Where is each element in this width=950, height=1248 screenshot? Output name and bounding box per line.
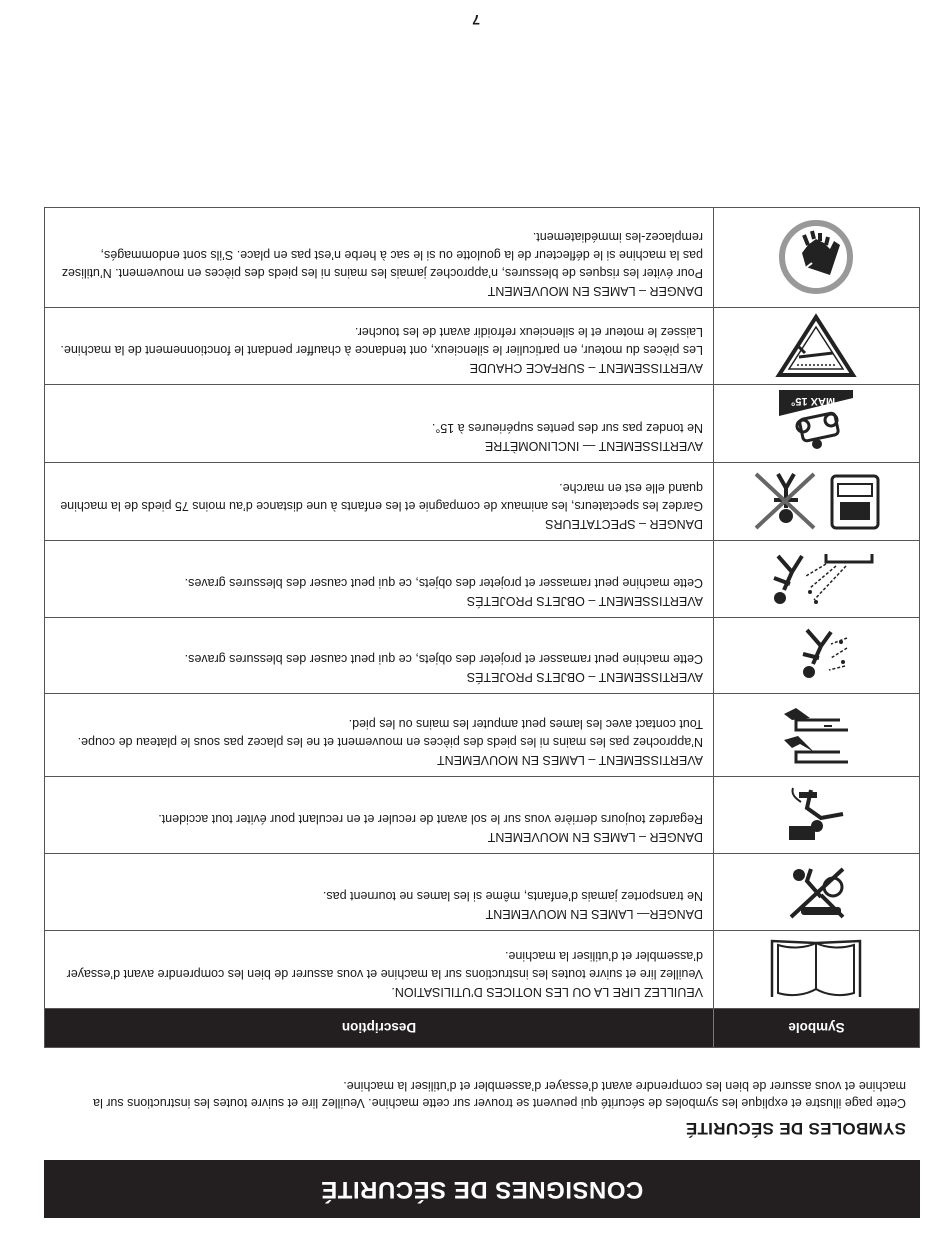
row-title: VEUILLEZ LIRE LA OU LES NOTICES D’UTILISATION. xyxy=(391,985,703,999)
hand-cut-icon xyxy=(713,208,919,307)
slope-max-icon xyxy=(713,385,919,462)
table-row xyxy=(45,385,919,463)
row-title: AVERTISSEMENT — INCLINOMÈTRE xyxy=(484,439,703,453)
thrown-objects-icon xyxy=(713,618,919,693)
hot-surface-icon xyxy=(713,308,919,384)
thrown-objects-mower-icon xyxy=(713,541,919,617)
table-row xyxy=(45,931,919,1009)
no-children-riding-icon xyxy=(713,854,919,930)
row-text: Les pièces du moteur, en particulier le silencieux, ont tendance à chauffer pendant le fonctionnement de la machine. Laissez le moteur et le silencieux refroidir avant de les toucher. xyxy=(60,325,703,357)
table-row xyxy=(45,541,919,618)
table-row xyxy=(45,694,919,777)
safety-banner xyxy=(44,1160,920,1218)
row-text: Cette machine peut ramasser et projeter des objets, ce qui peut causer des blessures graves. xyxy=(184,652,703,666)
table-row xyxy=(45,463,919,541)
row-title: DANGER – LAMES EN MOUVEMENT xyxy=(487,284,703,298)
row-title: AVERTISSEMENT – SURFACE CHAUDE xyxy=(469,361,703,375)
safety-symbols-table xyxy=(44,207,920,1048)
slope-label: MAX 15° xyxy=(791,395,836,408)
row-text: Veuillez lire et suivre toutes les instructions sur la machine et vous assurer de bien les comprendre avant d’essayer d’assembler et d’utiliser la machine. xyxy=(66,949,703,981)
table-row xyxy=(45,208,919,308)
header-description: Description xyxy=(341,1020,417,1036)
row-text: Regardez toujours derrière vous sur le sol avant de reculer et en reculant pour éviter tout accident. xyxy=(158,812,703,826)
look-behind-reversing-icon xyxy=(713,777,919,853)
blade-hand-foot-icon xyxy=(713,694,919,776)
row-title: DANGER— LAMES EN MOUVEMENT xyxy=(485,907,703,921)
banner-title: CONSIGNES DE SÉCURITÉ xyxy=(320,1176,644,1203)
table-row xyxy=(45,618,919,694)
row-title: AVERTISSEMENT – LAMES EN MOUVEMENT xyxy=(436,753,703,767)
row-text: Pour éviter les risques de blessures, n’approchez jamais les mains ni les pieds des pièces en mouvement. N’utilisez pas la machine si le déflecteur de la goulotte ou si le sac à herbe n’est pas en place. S’ils sont endommagés, remplacez-les immédiatement. xyxy=(61,230,703,280)
row-text: Ne transportez jamais d’enfants, même si les lames ne tournent pas. xyxy=(322,889,703,903)
table-row xyxy=(45,777,919,854)
header-symbol: Symbole xyxy=(713,1009,919,1047)
table-row xyxy=(45,308,919,385)
row-title: DANGER – LAMES EN MOUVEMENT xyxy=(487,830,703,844)
manual-icon xyxy=(713,931,919,1008)
row-text: N’approchez pas les mains ni les pieds des pièces en mouvement et ne les placez pas sous le plateau de coupe. Tout contact avec les lames peut amputer les mains ou les pied. xyxy=(77,717,703,749)
bystanders-icon xyxy=(713,463,919,540)
page-number: 7 xyxy=(472,12,480,28)
row-title: AVERTISSEMENT – OBJETS PROJETÉS xyxy=(466,670,703,684)
table-row xyxy=(45,854,919,931)
section-title: SYMBOLES DE SÉCURITÉ xyxy=(685,1119,906,1138)
row-text: Gardez les spectateurs, les animaux de compagnie et les enfants à une distance d’au moins 75 pieds de la machine quand elle est en marche. xyxy=(60,481,703,513)
row-text: Ne tondez pas sur des pentes supérieures à 15°. xyxy=(431,421,703,435)
table-header xyxy=(45,1009,919,1047)
intro-paragraph: Cette page illustre et explique les symboles de sécurité qui peuvent se trouver sur cette machine. Veuillez lire et suivre toutes les instructions sur la machine et vous assurer de bien les comprendre avant d’essayer d’assembler et d’utiliser la machine. xyxy=(93,1079,906,1110)
row-text: Cette machine peut ramasser et projeter des objets, ce qui peut causer des blessures graves. xyxy=(184,576,703,590)
row-title: DANGER – SPECTATEURS xyxy=(545,517,703,531)
row-title: AVERTISSEMENT – OBJETS PROJETÉS xyxy=(466,594,703,608)
